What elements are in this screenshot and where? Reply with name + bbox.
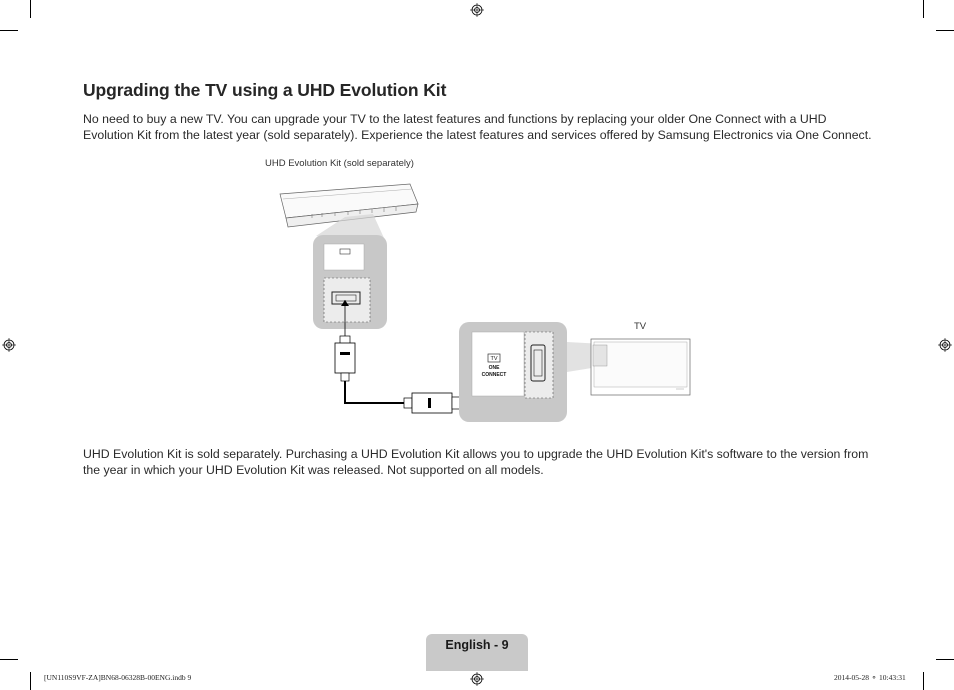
- tv-caption: TV: [634, 321, 647, 332]
- note-paragraph: UHD Evolution Kit is sold separately. Purchasing a UHD Evolution Kit allows you to upgrade the UHD Evolution Kit's software to the version from the year in which your UHD Evolution Kit was released. Not supported on all models.: [83, 447, 869, 477]
- print-slug-file: [UN110S9VF-ZA]BN68-06328B-00ENG.indb 9: [44, 673, 192, 682]
- kit-caption: UHD Evolution Kit (sold separately): [265, 158, 414, 169]
- port-label-line2: CONNECT: [481, 372, 507, 378]
- tv-badge-label: TV: [490, 356, 498, 362]
- print-slug-date: 2014-05-28 ⚬ 10:43:31: [834, 673, 906, 682]
- page-number: English - 9: [445, 638, 509, 652]
- intro-paragraph: No need to buy a new TV. You can upgrade your TV to the latest features and functions by replacing your older One Connect with a UHD Evolution Kit from the latest year (sold separately). Experience the latest features and services offered by Samsung Electronics via One Connect.: [83, 112, 872, 142]
- tv-device: [591, 339, 690, 395]
- page-title: Upgrading the TV using a UHD Evolution Kit: [83, 80, 447, 100]
- port-label-line1: ONE: [488, 365, 500, 371]
